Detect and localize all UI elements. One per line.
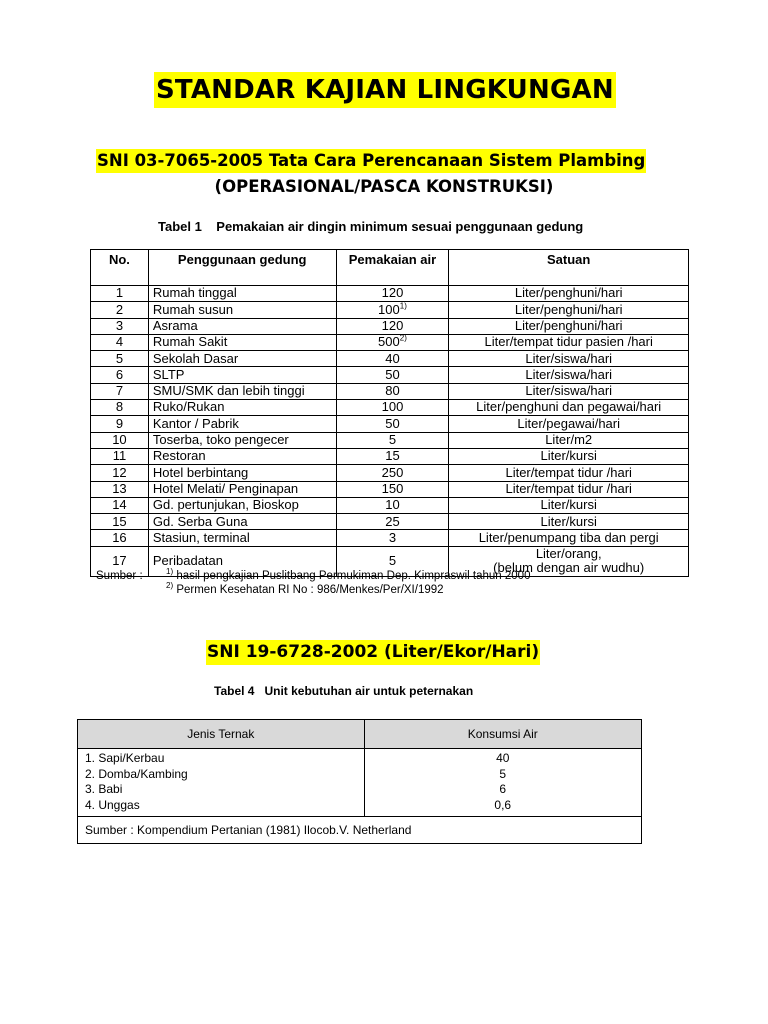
footnote-text: Permen Kesehatan RI No : 986/Menkes/Per/XI/1992 [173,583,444,596]
unit: Liter/tempat tidur /hari [449,465,689,481]
building-use: SMU/SMK dan lebih tinggi [148,383,336,399]
water-usage [336,432,449,448]
usage-value: 150 [381,480,404,496]
building-use: Rumah tinggal [148,286,336,302]
usage-value: 120 [381,285,404,301]
water-usage [336,351,449,367]
list-item: 1. Sapi/Kerbau [85,751,165,765]
building-use: Rumah susun [148,302,336,318]
row-number: 16 [91,530,149,546]
row-number: 3 [91,318,149,334]
column-header-unit: Satuan [449,250,689,286]
unit: Liter/kursi [449,514,689,530]
usage-value: 5 [388,553,397,568]
table-row [91,351,689,367]
footnote-marker: 2) [166,580,174,590]
list-item: 5 [499,766,507,781]
row-number: 14 [91,497,149,513]
table-row [91,302,689,318]
unit: Liter/penghuni/hari [449,302,689,318]
water-usage [336,400,449,416]
water-usage [336,286,449,302]
row-number: 5 [91,351,149,367]
usage-value: 100 [381,399,404,415]
water-usage-table [90,249,689,577]
water-usage [336,514,449,530]
row-number: 13 [91,481,149,497]
building-use: Sekolah Dasar [148,351,336,367]
list-item: 3. Babi [85,782,123,796]
building-use: Ruko/Rukan [148,400,336,416]
table-row [91,530,689,546]
unit: Liter/tempat tidur /hari [449,481,689,497]
list-item: 6 [499,782,507,796]
footnote-marker: 1) [166,567,174,577]
consumption-list [364,749,641,817]
usage-value: 5 [388,432,397,448]
usage-value: 50 [385,415,400,431]
usage-value: 100 [378,301,400,317]
unit: Liter/orang, (belum dengan air wudhu) [449,546,689,576]
usage-value: 50 [385,366,400,382]
table-row [91,497,689,513]
water-usage [336,318,449,334]
building-use: Asrama [148,318,336,334]
row-number: 6 [91,367,149,383]
water-usage [336,481,449,497]
table-row [78,749,642,817]
section1-heading: SNI 03-7065-2005 Tata Cara Perencanaan Sistem Plambing [96,149,646,173]
unit: Liter/siswa/hari [449,367,689,383]
unit: Liter/m2 [449,432,689,448]
unit: Liter/siswa/hari [449,351,689,367]
table-row [91,318,689,334]
table4-caption: Tabel 4 Unit kebutuhan air untuk peternakan [214,684,474,698]
table-row [91,367,689,383]
water-usage [336,334,449,350]
row-number: 17 [91,546,149,576]
building-use: Hotel Melati/ Penginapan [148,481,336,497]
table-row [78,817,642,844]
water-usage [336,448,449,464]
column-header-no: No. [91,250,149,286]
usage-value: 25 [385,513,400,529]
page-title: STANDAR KAJIAN LINGKUNGAN [154,72,616,108]
table-row [91,514,689,530]
water-usage [336,367,449,383]
water-usage [336,416,449,432]
table-row [91,465,689,481]
footnote-marker: 2) [399,333,407,343]
list-item: 4. Unggas [85,797,140,812]
building-use: Stasiun, terminal [148,530,336,546]
building-use: Gd. Serba Guna [148,514,336,530]
unit: Liter/penghuni/hari [449,286,689,302]
unit: Liter/tempat tidur pasien /hari [449,334,689,350]
unit: Liter/penghuni/hari [449,318,689,334]
column-header-usage: Pemakaian air [336,250,449,286]
usage-value: 10 [385,497,400,513]
usage-value: 250 [381,464,404,480]
list-item: 40 [496,751,510,765]
table-row [91,334,689,350]
column-header-animal: Jenis Ternak [78,720,365,749]
unit: Liter/kursi [449,497,689,513]
list-item: 2. Domba/Kambing [85,766,188,781]
table-header-row [91,250,689,286]
table-row [91,286,689,302]
building-use: Peribadatan [148,546,336,576]
building-use: Toserba, toko pengecer [148,432,336,448]
table-row [91,400,689,416]
animal-list [78,749,365,817]
unit: Liter/siswa/hari [449,383,689,399]
unit: Liter/kursi [449,448,689,464]
section1-subheading: (OPERASIONAL/PASCA KONSTRUKSI) [214,177,554,196]
building-use: Gd. pertunjukan, Bioskop [148,497,336,513]
row-number: 7 [91,383,149,399]
building-use: Kantor / Pabrik [148,416,336,432]
livestock-water-table [77,719,642,844]
water-usage [336,383,449,399]
table-row [91,432,689,448]
row-number: 11 [91,448,149,464]
table-row [91,481,689,497]
row-number: 12 [91,465,149,481]
row-number: 10 [91,432,149,448]
column-header-use: Penggunaan gedung [148,250,336,286]
usage-value: 120 [381,317,404,333]
usage-value: 80 [385,383,400,399]
unit: Liter/penghuni dan pegawai/hari [449,400,689,416]
footnote-text: hasil pengkajian Puslitbang Permukiman Dep. Kimpraswil tahun 2000 [173,570,531,582]
table1-caption: Tabel 1 Pemakaian air dingin minimum sesuai penggunaan gedung [158,219,584,234]
table-header-row [78,720,642,749]
source-label: Sumber : [96,570,143,582]
usage-value: 15 [385,448,400,464]
water-usage [336,302,449,318]
unit: Liter/pegawai/hari [449,416,689,432]
water-usage [336,530,449,546]
row-number: 1 [91,286,149,302]
usage-value: 40 [385,350,400,366]
section2-heading: SNI 19-6728-2002 (Liter/Ekor/Hari) [206,640,540,665]
building-use: Rumah Sakit [148,334,336,350]
list-item: 0,6 [494,797,512,812]
row-number: 15 [91,514,149,530]
building-use: SLTP [148,367,336,383]
table-row [91,383,689,399]
water-usage [336,497,449,513]
usage-value: 3 [388,529,397,545]
water-usage [336,465,449,481]
table-row [91,448,689,464]
table-row [91,416,689,432]
table4-source: Sumber : Kompendium Pertanian (1981) Ilocob.V. Netherland [78,817,642,844]
table1-source [96,567,531,597]
footnote-marker: 1) [399,301,407,311]
row-number: 9 [91,416,149,432]
unit: Liter/penumpang tiba dan pergi [449,530,689,546]
column-header-consumption: Konsumsi Air [364,720,641,749]
row-number: 8 [91,400,149,416]
building-use: Hotel berbintang [148,465,336,481]
row-number: 4 [91,334,149,350]
building-use: Restoran [148,448,336,464]
usage-value: 500 [378,334,400,350]
row-number: 2 [91,302,149,318]
